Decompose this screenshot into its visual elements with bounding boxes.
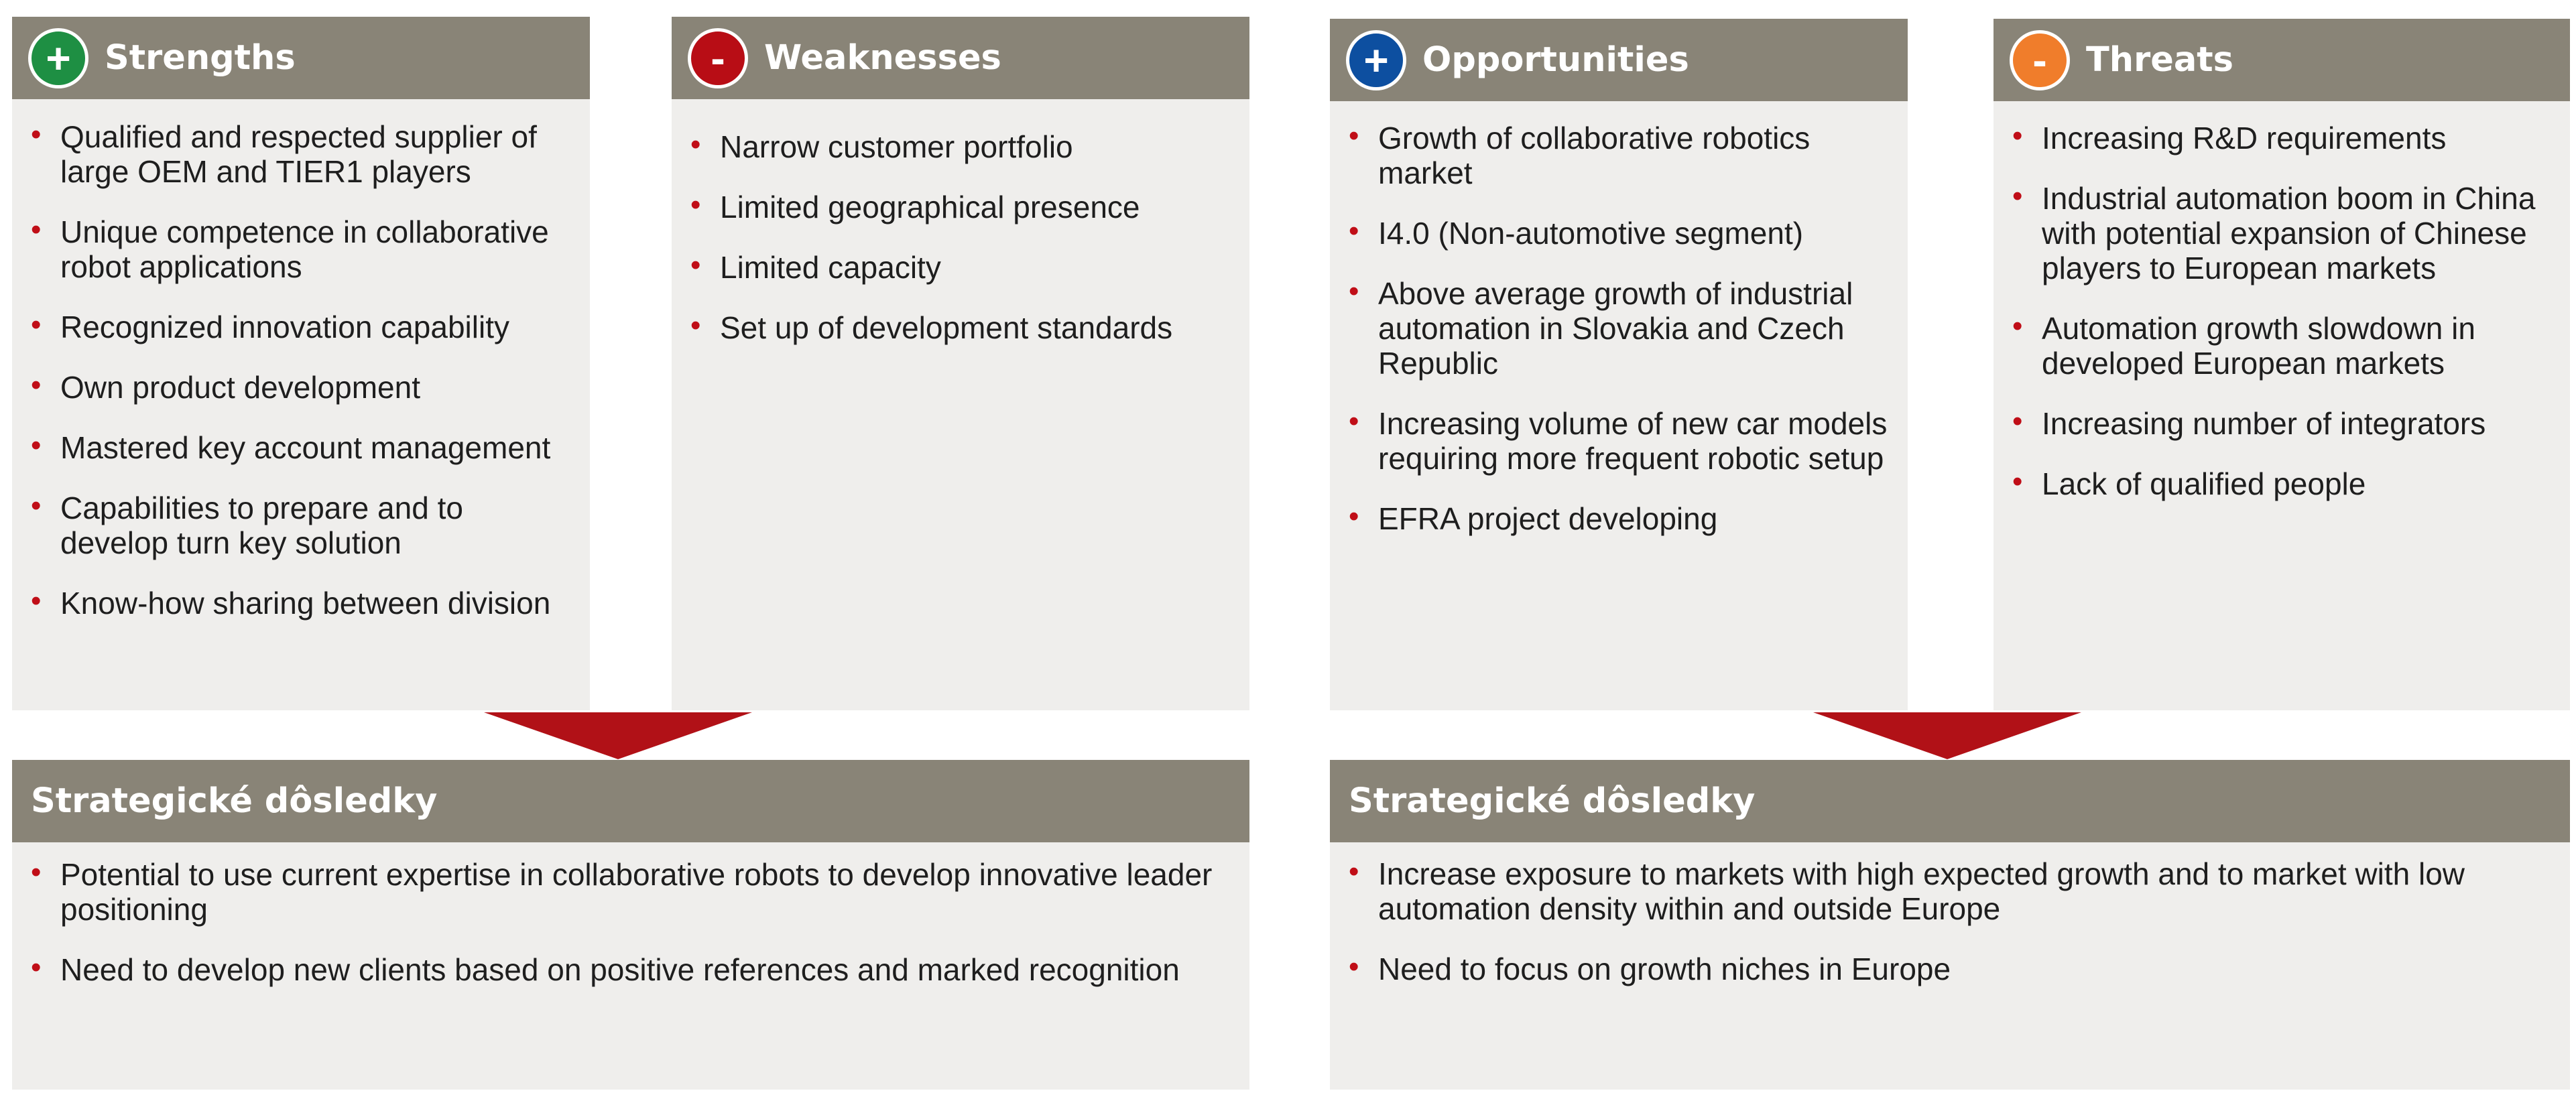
- opportunities-header: [1330, 19, 1908, 101]
- implications-right-header: [1330, 760, 2570, 842]
- down-arrow-left: [484, 712, 752, 759]
- bullet-icon: •: [31, 369, 42, 401]
- minus-icon: -: [688, 28, 748, 88]
- list-item: • Potential to use current expertise in collaborative robots to develop innovative leader positioning: [31, 856, 1213, 927]
- opportunities-title: Opportunities: [1422, 40, 1689, 80]
- list-item: • Know-how sharing between division: [31, 584, 551, 621]
- list-item: • Need to develop new clients based on positive references and marked recognition: [31, 951, 1180, 987]
- list-item: • Unique competence in collaborative robot applications: [31, 213, 549, 284]
- bullet-icon: •: [690, 309, 701, 342]
- bullet-icon: •: [690, 249, 701, 281]
- bullet-icon: •: [1349, 119, 1359, 152]
- list-item: • Lack of qualified people: [2012, 465, 2366, 501]
- implications-right-title: Strategické dôsledky: [1349, 781, 1756, 821]
- bullet-icon: •: [31, 951, 42, 984]
- list-item: • Growth of collaborative robotics market: [1349, 119, 1811, 190]
- bullet-icon: •: [1349, 405, 1359, 438]
- bullet-icon: •: [2012, 465, 2023, 498]
- bullet-icon: •: [1349, 275, 1359, 308]
- bullet-icon: •: [31, 118, 42, 151]
- bullet-icon: •: [690, 128, 701, 161]
- bullet-icon: •: [1349, 500, 1359, 533]
- threats-title: Threats: [2086, 40, 2233, 80]
- list-item: • Narrow customer portfolio: [690, 128, 1073, 164]
- bullet-icon: •: [31, 308, 42, 341]
- weaknesses-card: [672, 17, 1249, 710]
- list-item: • I4.0 (Non-automotive segment): [1349, 214, 1804, 251]
- list-item: • Limited geographical presence: [690, 188, 1140, 224]
- weaknesses-list: [690, 129, 1233, 371]
- strengths-card: [12, 17, 590, 710]
- bullet-icon: •: [1349, 855, 1359, 888]
- implications-left-list: [31, 857, 1233, 1013]
- weaknesses-title: Weaknesses: [764, 38, 1001, 78]
- threats-header: [1994, 19, 2570, 101]
- opportunities-list: [1349, 121, 1892, 562]
- bullet-icon: •: [31, 489, 42, 522]
- bullet-icon: •: [1349, 950, 1359, 983]
- list-item: • Increasing number of integrators: [2012, 405, 2486, 441]
- plus-icon: +: [28, 28, 88, 88]
- implications-right-card: [1330, 760, 2570, 1090]
- list-item: • Own product development: [31, 369, 420, 405]
- list-item: • Qualified and respected supplier of large OEM and TIER1 players: [31, 118, 537, 189]
- list-item: • EFRA project developing: [1349, 500, 1718, 536]
- opportunities-card: [1330, 19, 1908, 710]
- list-item: • Need to focus on growth niches in Europe: [1349, 950, 1951, 986]
- strengths-title: Strengths: [105, 38, 296, 78]
- bullet-icon: •: [31, 584, 42, 617]
- list-item: • Industrial automation boom in China with potential expansion of Chinese players to European markets: [2012, 180, 2536, 285]
- list-item: • Recognized innovation capability: [31, 308, 509, 344]
- threats-card: [1994, 19, 2570, 710]
- implications-left-card: [12, 760, 1249, 1090]
- weaknesses-header: [672, 17, 1249, 99]
- implications-right-list: [1349, 856, 2554, 1012]
- list-item: • Limited capacity: [690, 249, 941, 285]
- bullet-icon: •: [690, 188, 701, 221]
- list-item: • Increasing R&D requirements: [2012, 119, 2447, 155]
- bullet-icon: •: [2012, 119, 2023, 152]
- bullet-icon: •: [2012, 405, 2023, 438]
- bullet-icon: •: [1349, 214, 1359, 247]
- bullet-icon: •: [31, 856, 42, 889]
- bullet-icon: •: [31, 429, 42, 462]
- threats-list: [2012, 121, 2554, 527]
- list-item: • Increasing volume of new car models requiring more frequent robotic setup: [1349, 405, 1888, 476]
- bullet-icon: •: [2012, 180, 2023, 212]
- minus-icon: -: [2010, 30, 2070, 90]
- list-item: • Above average growth of industrial automation in Slovakia and Czech Republic: [1349, 275, 1853, 381]
- bullet-icon: •: [2012, 310, 2023, 342]
- strengths-list: [31, 119, 574, 646]
- implications-left-title: Strategické dôsledky: [31, 781, 438, 821]
- list-item: • Capabilities to prepare and to develop turn key solution: [31, 489, 463, 560]
- list-item: • Set up of development standards: [690, 309, 1173, 345]
- bullet-icon: •: [31, 213, 42, 246]
- list-item: • Increase exposure to markets with high expected growth and to market with low automation density within and outside Europe: [1349, 855, 2465, 926]
- list-item: • Automation growth slowdown in developed European markets: [2012, 310, 2475, 381]
- implications-left-header: [12, 760, 1249, 842]
- down-arrow-right: [1813, 712, 2081, 759]
- strengths-header: [12, 17, 590, 99]
- list-item: • Mastered key account management: [31, 429, 551, 465]
- plus-icon: +: [1346, 30, 1406, 90]
